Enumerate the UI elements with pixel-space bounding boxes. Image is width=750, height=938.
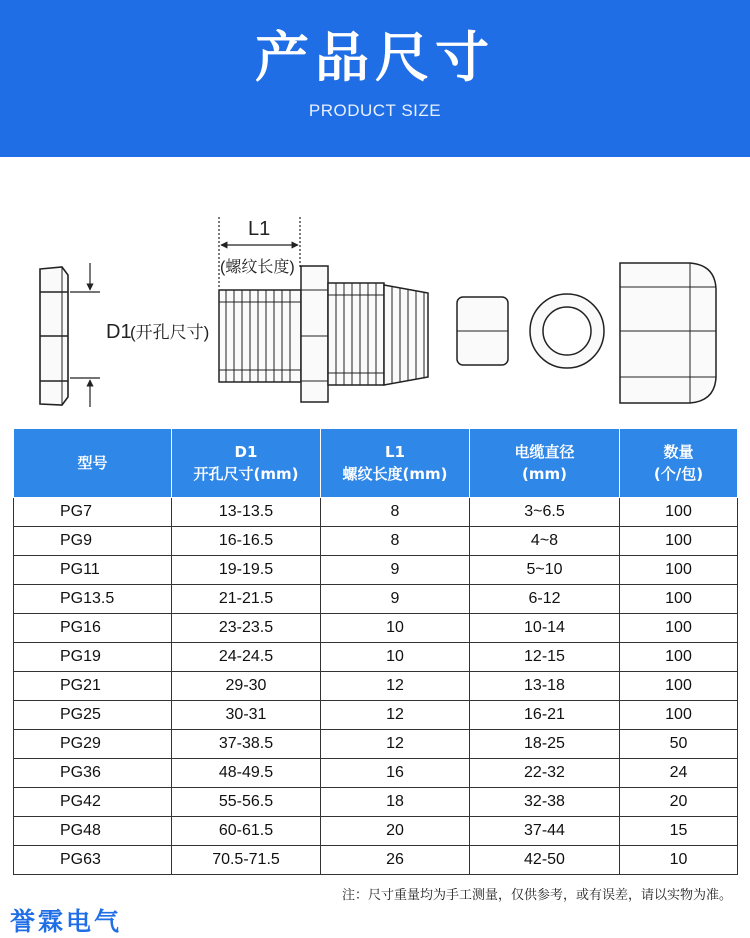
cell-quantity: 100 bbox=[620, 643, 738, 672]
product-dimension-diagram bbox=[0, 205, 750, 420]
cell-l1: 12 bbox=[321, 672, 470, 701]
cell-quantity: 50 bbox=[620, 730, 738, 759]
table-row bbox=[14, 701, 738, 730]
gland-body bbox=[219, 266, 428, 402]
table-row bbox=[14, 614, 738, 643]
cell-quantity: 24 bbox=[620, 759, 738, 788]
cell-cable-diameter: 3~6.5 bbox=[470, 498, 620, 527]
cell-d1: 24-24.5 bbox=[172, 643, 321, 672]
cell-d1: 55-56.5 bbox=[172, 788, 321, 817]
seal-ring bbox=[530, 294, 604, 368]
cell-l1: 10 bbox=[321, 643, 470, 672]
cell-model: PG19 bbox=[14, 643, 172, 672]
header-cable-diameter: 电缆直径 (mm) bbox=[470, 429, 620, 498]
seal-insert bbox=[457, 297, 508, 365]
table-row bbox=[14, 759, 738, 788]
cell-model: PG11 bbox=[14, 556, 172, 585]
cell-d1: 60-61.5 bbox=[172, 817, 321, 846]
cell-l1: 16 bbox=[321, 759, 470, 788]
cell-model: PG13.5 bbox=[14, 585, 172, 614]
cell-cable-diameter: 6-12 bbox=[470, 585, 620, 614]
cell-d1: 13-13.5 bbox=[172, 498, 321, 527]
cell-cable-diameter: 37-44 bbox=[470, 817, 620, 846]
cell-model: PG7 bbox=[14, 498, 172, 527]
d1-dimension bbox=[70, 263, 100, 407]
page-subtitle: PRODUCT SIZE bbox=[308, 101, 442, 120]
cell-quantity: 100 bbox=[620, 556, 738, 585]
table-row bbox=[14, 585, 738, 614]
cell-cable-diameter: 32-38 bbox=[470, 788, 620, 817]
table-row bbox=[14, 556, 738, 585]
cell-model: PG48 bbox=[14, 817, 172, 846]
cell-quantity: 100 bbox=[620, 701, 738, 730]
page-title: 产品尺寸 bbox=[255, 26, 495, 89]
cell-quantity: 100 bbox=[620, 498, 738, 527]
cell-d1: 23-23.5 bbox=[172, 614, 321, 643]
cell-model: PG63 bbox=[14, 846, 172, 875]
cell-cable-diameter: 22-32 bbox=[470, 759, 620, 788]
table-row bbox=[14, 527, 738, 556]
cell-model: PG36 bbox=[14, 759, 172, 788]
cell-l1: 26 bbox=[321, 846, 470, 875]
cell-cable-diameter: 18-25 bbox=[470, 730, 620, 759]
l1-desc: (螺纹长度) bbox=[220, 259, 295, 276]
table-row bbox=[14, 846, 738, 875]
cell-l1: 8 bbox=[321, 498, 470, 527]
cell-l1: 9 bbox=[321, 556, 470, 585]
cell-cable-diameter: 12-15 bbox=[470, 643, 620, 672]
specs-table bbox=[13, 428, 738, 875]
table-body bbox=[14, 498, 738, 875]
cell-d1: 21-21.5 bbox=[172, 585, 321, 614]
cell-quantity: 20 bbox=[620, 788, 738, 817]
header-quantity: 数量 (个/包) bbox=[620, 429, 738, 498]
cell-l1: 12 bbox=[321, 701, 470, 730]
disclaimer-note: 注：尺寸重量均为手工测量，仅供参考，或有误差，请以实物为准。 bbox=[341, 888, 732, 903]
brand-logo-text: 誉霖电气 bbox=[10, 907, 123, 936]
cell-l1: 20 bbox=[321, 817, 470, 846]
cell-l1: 18 bbox=[321, 788, 470, 817]
cell-model: PG21 bbox=[14, 672, 172, 701]
cell-quantity: 100 bbox=[620, 672, 738, 701]
cell-model: PG29 bbox=[14, 730, 172, 759]
cell-d1: 30-31 bbox=[172, 701, 321, 730]
cell-model: PG42 bbox=[14, 788, 172, 817]
cell-d1: 29-30 bbox=[172, 672, 321, 701]
cell-cable-diameter: 13-18 bbox=[470, 672, 620, 701]
cell-cable-diameter: 10-14 bbox=[470, 614, 620, 643]
header-model: 型号 bbox=[14, 429, 172, 498]
cell-quantity: 100 bbox=[620, 527, 738, 556]
cell-d1: 37-38.5 bbox=[172, 730, 321, 759]
cell-model: PG25 bbox=[14, 701, 172, 730]
d1-desc: (开孔尺寸) bbox=[130, 323, 210, 342]
cell-model: PG9 bbox=[14, 527, 172, 556]
d1-label: D1 bbox=[106, 321, 132, 343]
cell-l1: 10 bbox=[321, 614, 470, 643]
cell-d1: 19-19.5 bbox=[172, 556, 321, 585]
cell-l1: 8 bbox=[321, 527, 470, 556]
table-row bbox=[14, 498, 738, 527]
header-banner bbox=[0, 0, 750, 157]
table-row bbox=[14, 672, 738, 701]
l1-label: L1 bbox=[248, 218, 271, 240]
cell-d1: 48-49.5 bbox=[172, 759, 321, 788]
cell-l1: 9 bbox=[321, 585, 470, 614]
cell-quantity: 100 bbox=[620, 614, 738, 643]
cap-nut bbox=[620, 263, 716, 403]
nut-side-view bbox=[40, 267, 68, 405]
cell-cable-diameter: 4~8 bbox=[470, 527, 620, 556]
cell-quantity: 10 bbox=[620, 846, 738, 875]
cell-model: PG16 bbox=[14, 614, 172, 643]
header-l1: L1 螺纹长度(mm) bbox=[321, 429, 470, 498]
cell-d1: 70.5-71.5 bbox=[172, 846, 321, 875]
table-header-row bbox=[14, 429, 738, 498]
cell-quantity: 100 bbox=[620, 585, 738, 614]
table-row bbox=[14, 788, 738, 817]
table-row bbox=[14, 643, 738, 672]
cell-l1: 12 bbox=[321, 730, 470, 759]
cell-cable-diameter: 16-21 bbox=[470, 701, 620, 730]
table-row bbox=[14, 730, 738, 759]
cell-cable-diameter: 5~10 bbox=[470, 556, 620, 585]
cell-quantity: 15 bbox=[620, 817, 738, 846]
cell-d1: 16-16.5 bbox=[172, 527, 321, 556]
header-d1: D1 开孔尺寸(mm) bbox=[172, 429, 321, 498]
cell-cable-diameter: 42-50 bbox=[470, 846, 620, 875]
table-row bbox=[14, 817, 738, 846]
